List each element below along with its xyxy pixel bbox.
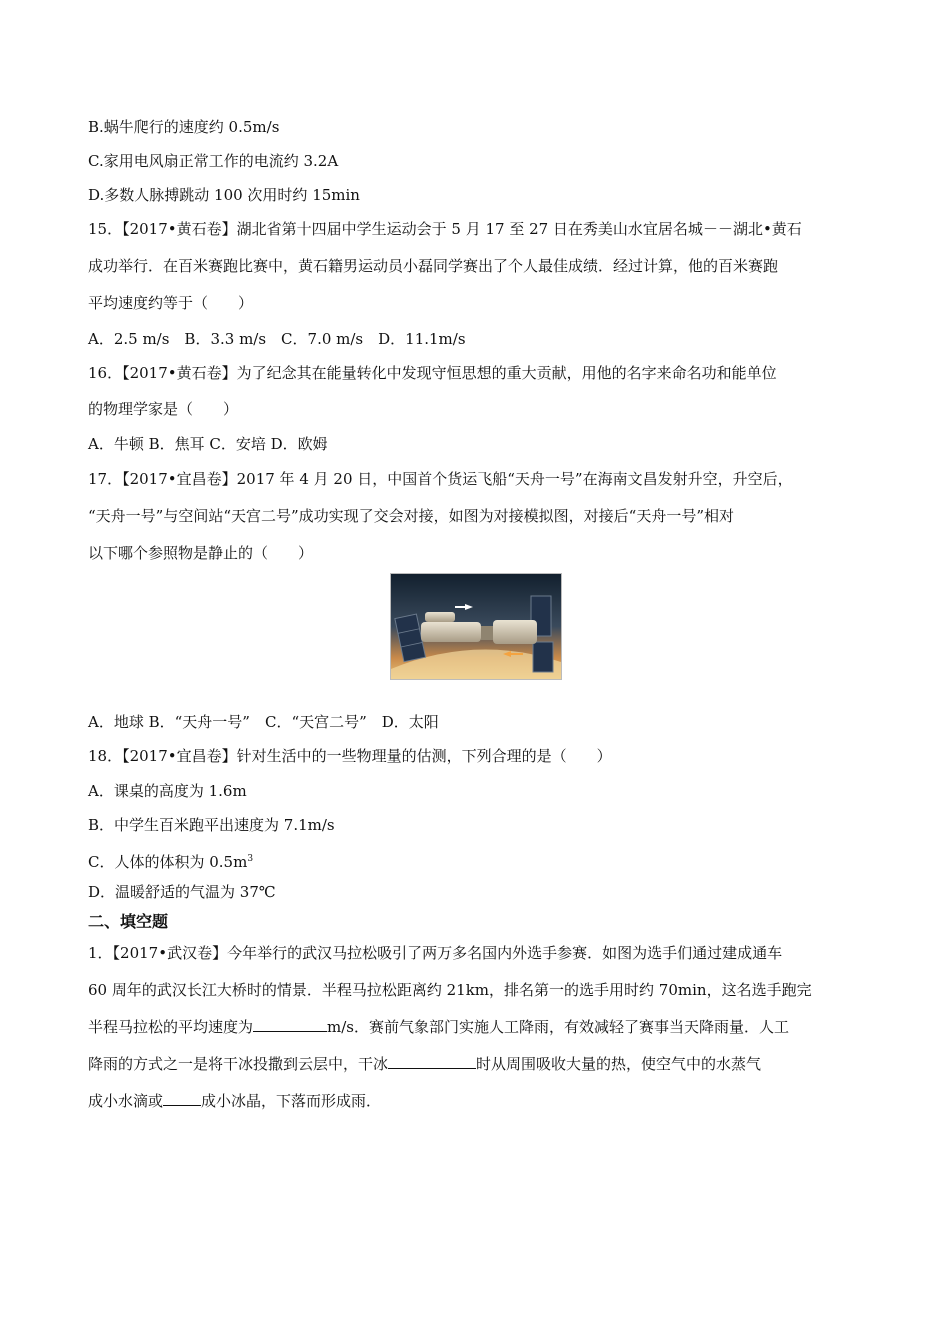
answer-blank-speed[interactable] xyxy=(253,1017,327,1032)
q15-stem-line2: 成功举行．在百米赛跑比赛中，黄石籍男运动员小磊同学赛出了个人最佳成绩．经过计算，他的百米赛跑 xyxy=(88,257,779,275)
q16-stem-line2: 的物理学家是（ ） xyxy=(88,400,239,418)
q16-stem-line1: 16．【2017•黄石卷】为了纪念其在能量转化中发现守恒思想的重大贡献，用他的名字来命名功和能单位 xyxy=(88,364,777,382)
docking-illustration xyxy=(390,573,562,680)
fill1-line4-part2: 时从周围吸收大量的热，使空气中的水蒸气 xyxy=(476,1055,762,1073)
q15-stem-line3: 平均速度约等于（ ） xyxy=(88,294,254,312)
space-station-image xyxy=(391,574,561,679)
q14-option-c: C.家用电风扇正常工作的电流约 3.2A xyxy=(88,152,339,170)
fill1-line3 xyxy=(88,1016,789,1038)
q18-option-c xyxy=(88,848,253,873)
fill1-line5-part1: 成小水滴或 xyxy=(88,1092,164,1110)
fill1-line4-part1: 降雨的方式之一是将干冰投撒到云层中，干冰 xyxy=(88,1055,389,1073)
q17-options: A．地球 B．“天舟一号” C．“天宫二号” D．太阳 xyxy=(88,713,439,731)
q15-stem-line1: 15．【2017•黄石卷】湖北省第十四届中学生运动会于 5 月 17 至 27 日在秀美山水宜居名城－－湖北•黄石 xyxy=(88,220,802,238)
fill1-line3-part2: m/s．赛前气象部门实施人工降雨，有效减轻了赛事当天降雨量．人工 xyxy=(327,1018,789,1036)
q17-stem-line1: 17．【2017•宜昌卷】2017 年 4 月 20 日，中国首个货运飞船“天舟一号”在海南文昌发射升空，升空后， xyxy=(88,470,793,488)
fill1-line5 xyxy=(88,1090,381,1112)
q17-stem-line3: 以下哪个参照物是静止的（ ） xyxy=(88,544,314,562)
q14-option-d: D.多数人脉搏跳动 100 次用时约 15min xyxy=(88,186,360,204)
cubic-superscript: 3 xyxy=(247,854,254,864)
q15-options: A．2.5 m/s B．3.3 m/s C．7.0 m/s D．11.1m/s xyxy=(88,330,466,348)
q18-option-b: B．中学生百米跑平出速度为 7.1m/s xyxy=(88,816,335,834)
section-title-fill-in: 二、填空题 xyxy=(88,912,169,931)
answer-blank-ice[interactable] xyxy=(163,1091,201,1106)
answer-blank-dry-ice[interactable] xyxy=(388,1054,476,1069)
q18-option-c-text: C．人体的体积为 0.5m xyxy=(88,853,248,871)
q18-option-d: D．温暖舒适的气温为 37℃ xyxy=(88,883,276,901)
q17-stem-line2: “天舟一号”与空间站“天宫二号”成功实现了交会对接，如图为对接模拟图，对接后“天舟一号”相对 xyxy=(88,507,735,525)
fill1-line3-part1: 半程马拉松的平均速度为 xyxy=(88,1018,254,1036)
fill1-line1: 1．【2017•武汉卷】今年举行的武汉马拉松吸引了两万多名国内外选手参赛．如图为选手们通过建成通车 xyxy=(88,944,783,962)
q14-option-b: B.蜗牛爬行的速度约 0.5m/s xyxy=(88,118,280,136)
q18-option-a: A．课桌的高度为 1.6m xyxy=(88,782,247,800)
fill1-line4 xyxy=(88,1053,761,1075)
q16-options: A．牛顿 B．焦耳 C．安培 D．欧姆 xyxy=(88,435,328,453)
q18-stem: 18．【2017•宜昌卷】针对生活中的一些物理量的估测，下列合理的是（ ） xyxy=(88,747,612,765)
fill1-line5-part2: 成小冰晶，下落而形成雨． xyxy=(201,1092,382,1110)
fill1-line2: 60 周年的武汉长江大桥时的情景．半程马拉松距离约 21km，排名第一的选手用时约 70min，这名选手跑完 xyxy=(88,981,812,999)
